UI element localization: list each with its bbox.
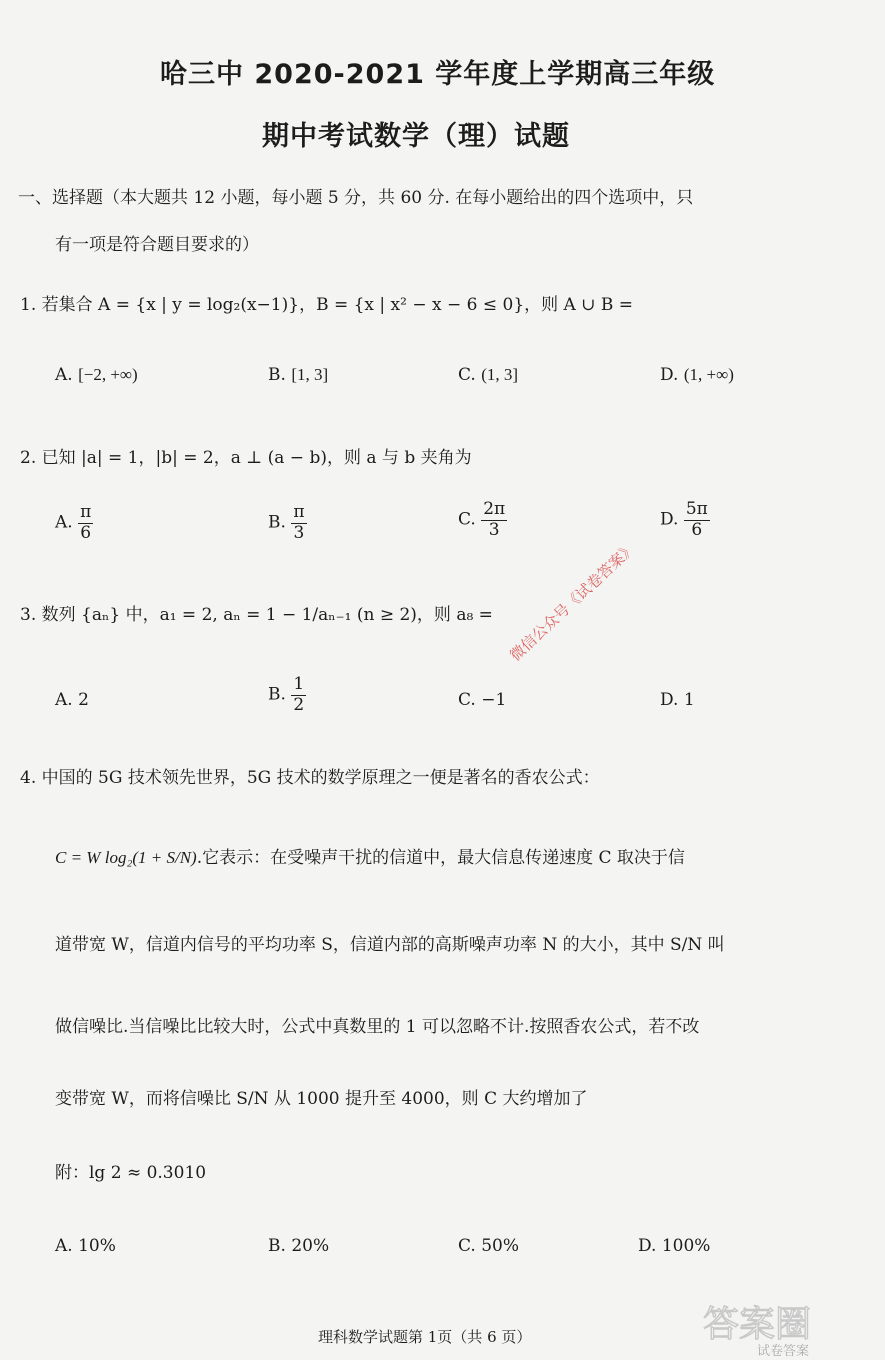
question-1 [20, 290, 633, 315]
section-heading-line-2: 有一项是符合题目要求的） [55, 235, 259, 255]
fraction: $\frac{2\pi}{3}$ [483, 499, 506, 540]
svg-text:答案圈: 答案圈 [703, 1304, 812, 1345]
q4-line-2: .它表示：在受噪声干扰的信道中，最大信息传递速度 C 取决于信 [196, 848, 685, 868]
title-line-1: 哈三中 2020-2021 学年度上学期高三年级 [160, 59, 716, 90]
q2-option-a: A. $\frac{\pi}{6}$ [55, 502, 92, 543]
shannon-formula: C = W log₂(1 + S/N) [55, 848, 197, 867]
q1-option-c: C. (1, 3] [458, 365, 519, 385]
q4-option-d: D. 100% [638, 1236, 711, 1256]
q4-line-5: 变带宽 W，而将信噪比 S/N 从 1000 提升至 4000，则 C 大约增加了 [55, 1089, 588, 1109]
question-4 [20, 763, 600, 788]
page-footer: 理科数学试题第 1页（共 6 页） [318, 1328, 532, 1346]
svg-text:试卷答案: 试卷答案 [757, 1344, 810, 1359]
q3-option-d: D. 1 [660, 690, 695, 710]
question-number: 2. [20, 448, 37, 468]
q1-option-b: B. [1, 3] [268, 365, 329, 385]
title-line-2: 期中考试数学（理）试题 [262, 121, 570, 152]
q3-option-a: A. 2 [55, 690, 89, 710]
q2-option-c: C. $\frac{2\pi}{3}$ [458, 499, 506, 540]
q4-note: 附：lg 2 ≈ 0.3010 [55, 1163, 207, 1183]
question-number: 3. [20, 605, 37, 625]
fraction: $\frac{\pi}{6}$ [80, 502, 92, 543]
question-number: 4. [20, 768, 37, 788]
q1-option-d: D. (1, +∞) [660, 365, 734, 385]
fraction: $\frac{\pi}{3}$ [293, 502, 305, 543]
fraction: $\frac{5\pi}{6}$ [685, 499, 708, 540]
answer-logo-icon [695, 1292, 885, 1360]
question-number: 1. [20, 295, 37, 315]
question-2 [20, 443, 472, 468]
q3-option-b: B. $\frac{1}{2}$ [268, 674, 305, 715]
question-stem: 数列 {aₙ} 中，a₁ = 2, aₙ = 1 − 1/aₙ₋₁ (n ≥ 2)，则 a₈ = [41, 605, 493, 625]
fraction: $\frac{1}{2}$ [293, 674, 305, 715]
q4-option-a: A. 10% [55, 1236, 116, 1256]
q2-option-d: D. $\frac{5\pi}{6}$ [660, 499, 708, 540]
question-line-1: 中国的 5G 技术领先世界，5G 技术的数学原理之一便是著名的香农公式： [41, 768, 600, 788]
q2-option-b: B. $\frac{\pi}{3}$ [268, 502, 305, 543]
watermark-text: 微信公众号《试卷答案》 [506, 538, 640, 665]
section-heading-line-1: 一、选择题（本大题共 12 小题，每小题 5 分，共 60 分. 在每小题给出的四个选项中，只 [18, 188, 694, 208]
q4-line-4: 做信噪比.当信噪比比较大时，公式中真数里的 1 可以忽略不计.按照香农公式，若不改 [55, 1017, 700, 1037]
q4-formula-line [55, 843, 685, 868]
question-3 [20, 600, 493, 625]
q4-option-b: B. 20% [268, 1236, 330, 1256]
q4-line-3: 道带宽 W，信道内信号的平均功率 S，信道内部的高斯噪声功率 N 的大小，其中 S/N 叫 [55, 935, 725, 955]
question-stem: 已知 |a| = 1，|b| = 2，a ⊥ (a − b)，则 a 与 b 夹角为 [41, 448, 472, 468]
question-stem: 若集合 A = {x | y = log₂(x−1)}，B = {x | x² − x − 6 ≤ 0}，则 A ∪ B = [41, 295, 634, 315]
q4-option-c: C. 50% [458, 1236, 520, 1256]
q1-option-a: A. [−2, +∞) [55, 365, 138, 385]
q3-option-c: C. −1 [458, 690, 507, 710]
